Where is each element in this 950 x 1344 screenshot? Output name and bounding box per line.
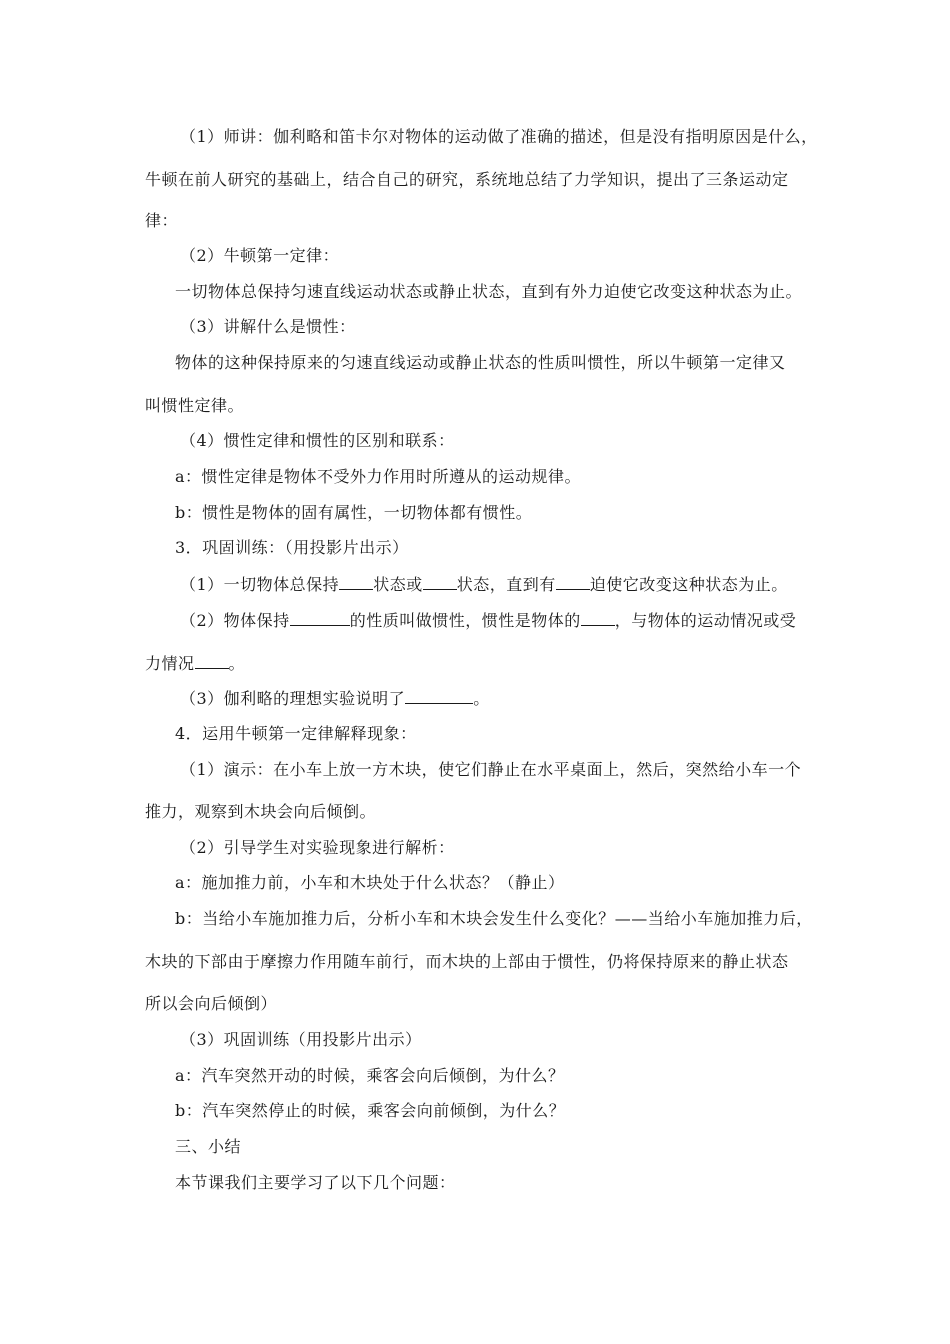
- paragraph-line: 律：: [145, 211, 179, 230]
- paragraph-line: （3）讲解什么是惯性：: [180, 317, 356, 336]
- paragraph-line: 本节课我们主要学习了以下几个问题：: [175, 1173, 456, 1192]
- exercise-question-2-cont: [145, 653, 245, 674]
- paragraph-line: 物体的这种保持原来的匀速直线运动或静止状态的性质叫惯性，所以牛顿第一定律又: [175, 353, 786, 372]
- paragraph-line: 一切物体总保持匀速直线运动状态或静止状态，直到有外力迫使它改变这种状态为止。: [175, 282, 803, 301]
- question-text: 状态，直到有: [456, 575, 556, 594]
- question-text: 力情况: [145, 654, 195, 673]
- paragraph-line: （1）演示：在小车上放一方木块，使它们静止在水平桌面上，然后，突然给小车一个: [180, 760, 802, 779]
- question-text: 迫使它改变这种状态为止。: [589, 575, 788, 594]
- paragraph-line: 推力，观察到木块会向后倾倒。: [145, 802, 377, 821]
- question-text: 的性质叫做惯性，惯性是物体的: [349, 611, 581, 630]
- paragraph-line: （2）引导学生对实验现象进行解析：: [180, 838, 455, 857]
- paragraph-line: a：汽车突然开动的时候，乘客会向后倾倒，为什么？: [175, 1066, 565, 1085]
- fill-blank: [423, 574, 457, 590]
- exercise-question-2: [180, 610, 796, 631]
- paragraph-line: （1）师讲：伽利略和笛卡尔对物体的运动做了准确的描述，但是没有指明原因是什么，: [180, 127, 818, 146]
- exercise-question-3: [180, 688, 490, 709]
- question-text: （1）一切物体总保持: [180, 575, 340, 594]
- section-heading: 三、小结: [175, 1137, 242, 1156]
- question-text: 。: [473, 689, 490, 708]
- paragraph-line: b：当给小车施加推力后，分析小车和木块会发生什么变化？——当给小车施加推力后，: [175, 909, 813, 928]
- paragraph-line: a：惯性定律是物体不受外力作用时所遵从的运动规律。: [175, 467, 582, 486]
- question-text: （3）伽利略的理想实验说明了: [180, 689, 406, 708]
- question-text: （2）物体保持: [180, 611, 290, 630]
- paragraph-line: （3）巩固训练（用投影片出示）: [180, 1030, 422, 1049]
- fill-blank: [405, 688, 473, 704]
- paragraph-line: 4．运用牛顿第一定律解释现象：: [175, 724, 417, 743]
- paragraph-line: 木块的下部由于摩擦力作用随车前行，而木块的上部由于惯性，仍将保持原来的静止状态: [145, 952, 789, 971]
- paragraph-line: 叫惯性定律。: [145, 396, 245, 415]
- paragraph-line: a：施加推力前，小车和木块处于什么状态？（静止）: [175, 873, 565, 892]
- fill-blank: [339, 574, 373, 590]
- fill-blank: [556, 574, 590, 590]
- question-text: 状态或: [373, 575, 423, 594]
- fill-blank: [290, 610, 350, 626]
- paragraph-line: b：惯性是物体的固有属性，一切物体都有惯性。: [175, 503, 533, 522]
- paragraph-line: 牛顿在前人研究的基础上，结合自己的研究，系统地总结了力学知识，提出了三条运动定: [145, 170, 789, 189]
- fill-blank: [581, 610, 615, 626]
- question-text: 。: [228, 654, 246, 673]
- paragraph-line: （2）牛顿第一定律：: [180, 246, 340, 265]
- question-text: ，与物体的运动情况或受: [614, 611, 797, 630]
- paragraph-line: （4）惯性定律和惯性的区别和联系：: [180, 431, 455, 450]
- paragraph-line: 所以会向后倾倒）: [145, 994, 278, 1013]
- fill-blank: [195, 653, 229, 669]
- paragraph-line: b：汽车突然停止的时候，乘客会向前倾倒，为什么？: [175, 1101, 566, 1120]
- exercise-question-1: [180, 574, 788, 595]
- paragraph-line: 3．巩固训练：（用投影片出示）: [175, 538, 409, 557]
